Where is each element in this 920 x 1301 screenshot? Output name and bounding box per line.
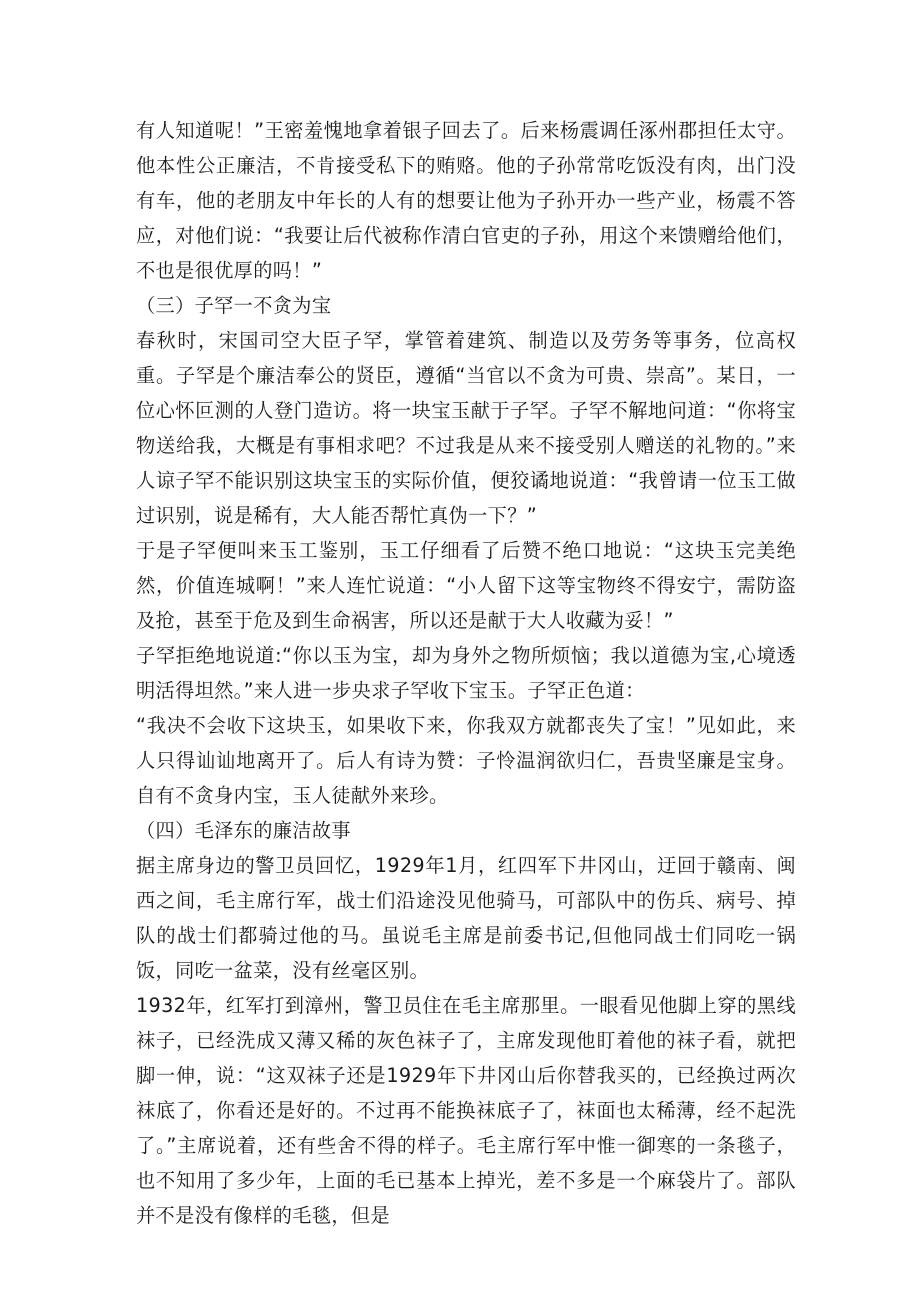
paragraph-zihan-jade-appraisal: 于是子罕便叫来玉工鉴别，玉工仔细看了后赞不绝口地说：“这块玉完美绝然，价值连城啊！”来人连忙说道：“小人留下这等宝物终不得安宁，需防盗及抢，甚至于危及到生命祸害，所以还是献于大人收藏为妥！” <box>136 539 796 632</box>
paragraph-yang-zhen-ending: 有人知道呢！”王密羞愧地拿着银子回去了。后来杨震调任涿州郡担任太守。他本性公正廉洁，不肯接受私下的贿赂。他的子孙常常吃饭没有肉，出门没有车，他的老朋友中年长的人有的想要让他为子孙开办一些产业，杨震不答应，对他们说：“我要让后代被称作清白官吏的子孙，用这个来馈赠给他们，不也是很优厚的吗！” <box>136 119 796 282</box>
paragraph-zihan-refusal: 子罕拒绝地说道:“你以玉为宝，却为身外之物所烦恼；我以道德为宝,心境透明活得坦然。”来人进一步央求子罕收下宝玉。子罕正色道： <box>136 644 796 702</box>
paragraph-mao-1929: 据主席身边的警卫员回忆，1929年1月，红四军下井冈山，迂回于赣南、闽西之间，毛主席行军，战士们沿途没见他骑马，可部队中的伤兵、病号、掉队的战士们都骑过他的马。虽说毛主席是前委书记,但他同战士们同吃一锅饭，同吃一盆菜，没有丝毫区别。 <box>136 854 796 982</box>
paragraph-zihan-intro: 春秋时，宋国司空大臣子罕，掌管着建筑、制造以及劳务等事务，位高权重。子罕是个廉洁奉公的贤臣，遵循“当官以不贪为可贵、崇高”。某日，一位心怀叵测的人登门造访。将一块宝玉献于子罕。子罕不解地问道：“你将宝物送给我，大概是有事相求吧？不过我是从来不接受别人赠送的礼物的。”来人谅子罕不能识别这块宝玉的实际价值，便狡谲地说道：“我曾请一位玉工做过识别，说是稀有，大人能否帮忙真伪一下？” <box>136 329 796 527</box>
section-heading-zihan: （三）子罕一不贪为宝 <box>136 294 332 317</box>
paragraph-mao-1932: 1932年，红军打到漳州，警卫员住在毛主席那里。一眼看见他脚上穿的黑线袜子，已经洗成又薄又稀的灰色袜子了，主席发现他盯着他的袜子看，就把脚一伸，说：“这双袜子还是1929年下井冈山后你替我买的，已经换过两次袜底了，你看还是好的。不过再不能换袜底子了，袜面也太稀薄，经不起洗了。”主席说着，还有些舍不得的样子。毛主席行军中惟一御寒的一条毯子，也不知用了多少年，上面的毛已基本上掉光，差不多是一个麻袋片了。部队并不是没有像样的毛毯，但是 <box>136 994 796 1227</box>
paragraph-zihan-poem: “我决不会收下这块玉，如果收下来，你我双方就都丧失了宝！”见如此，来人只得讪讪地离开了。后人有诗为赞：子怜温润欲归仁，吾贵坚廉是宝身。自有不贪身内宝，玉人徒献外来珍。 <box>136 714 796 807</box>
document-body <box>136 113 796 1233</box>
section-heading-mao: （四）毛泽东的廉洁故事 <box>136 819 351 842</box>
